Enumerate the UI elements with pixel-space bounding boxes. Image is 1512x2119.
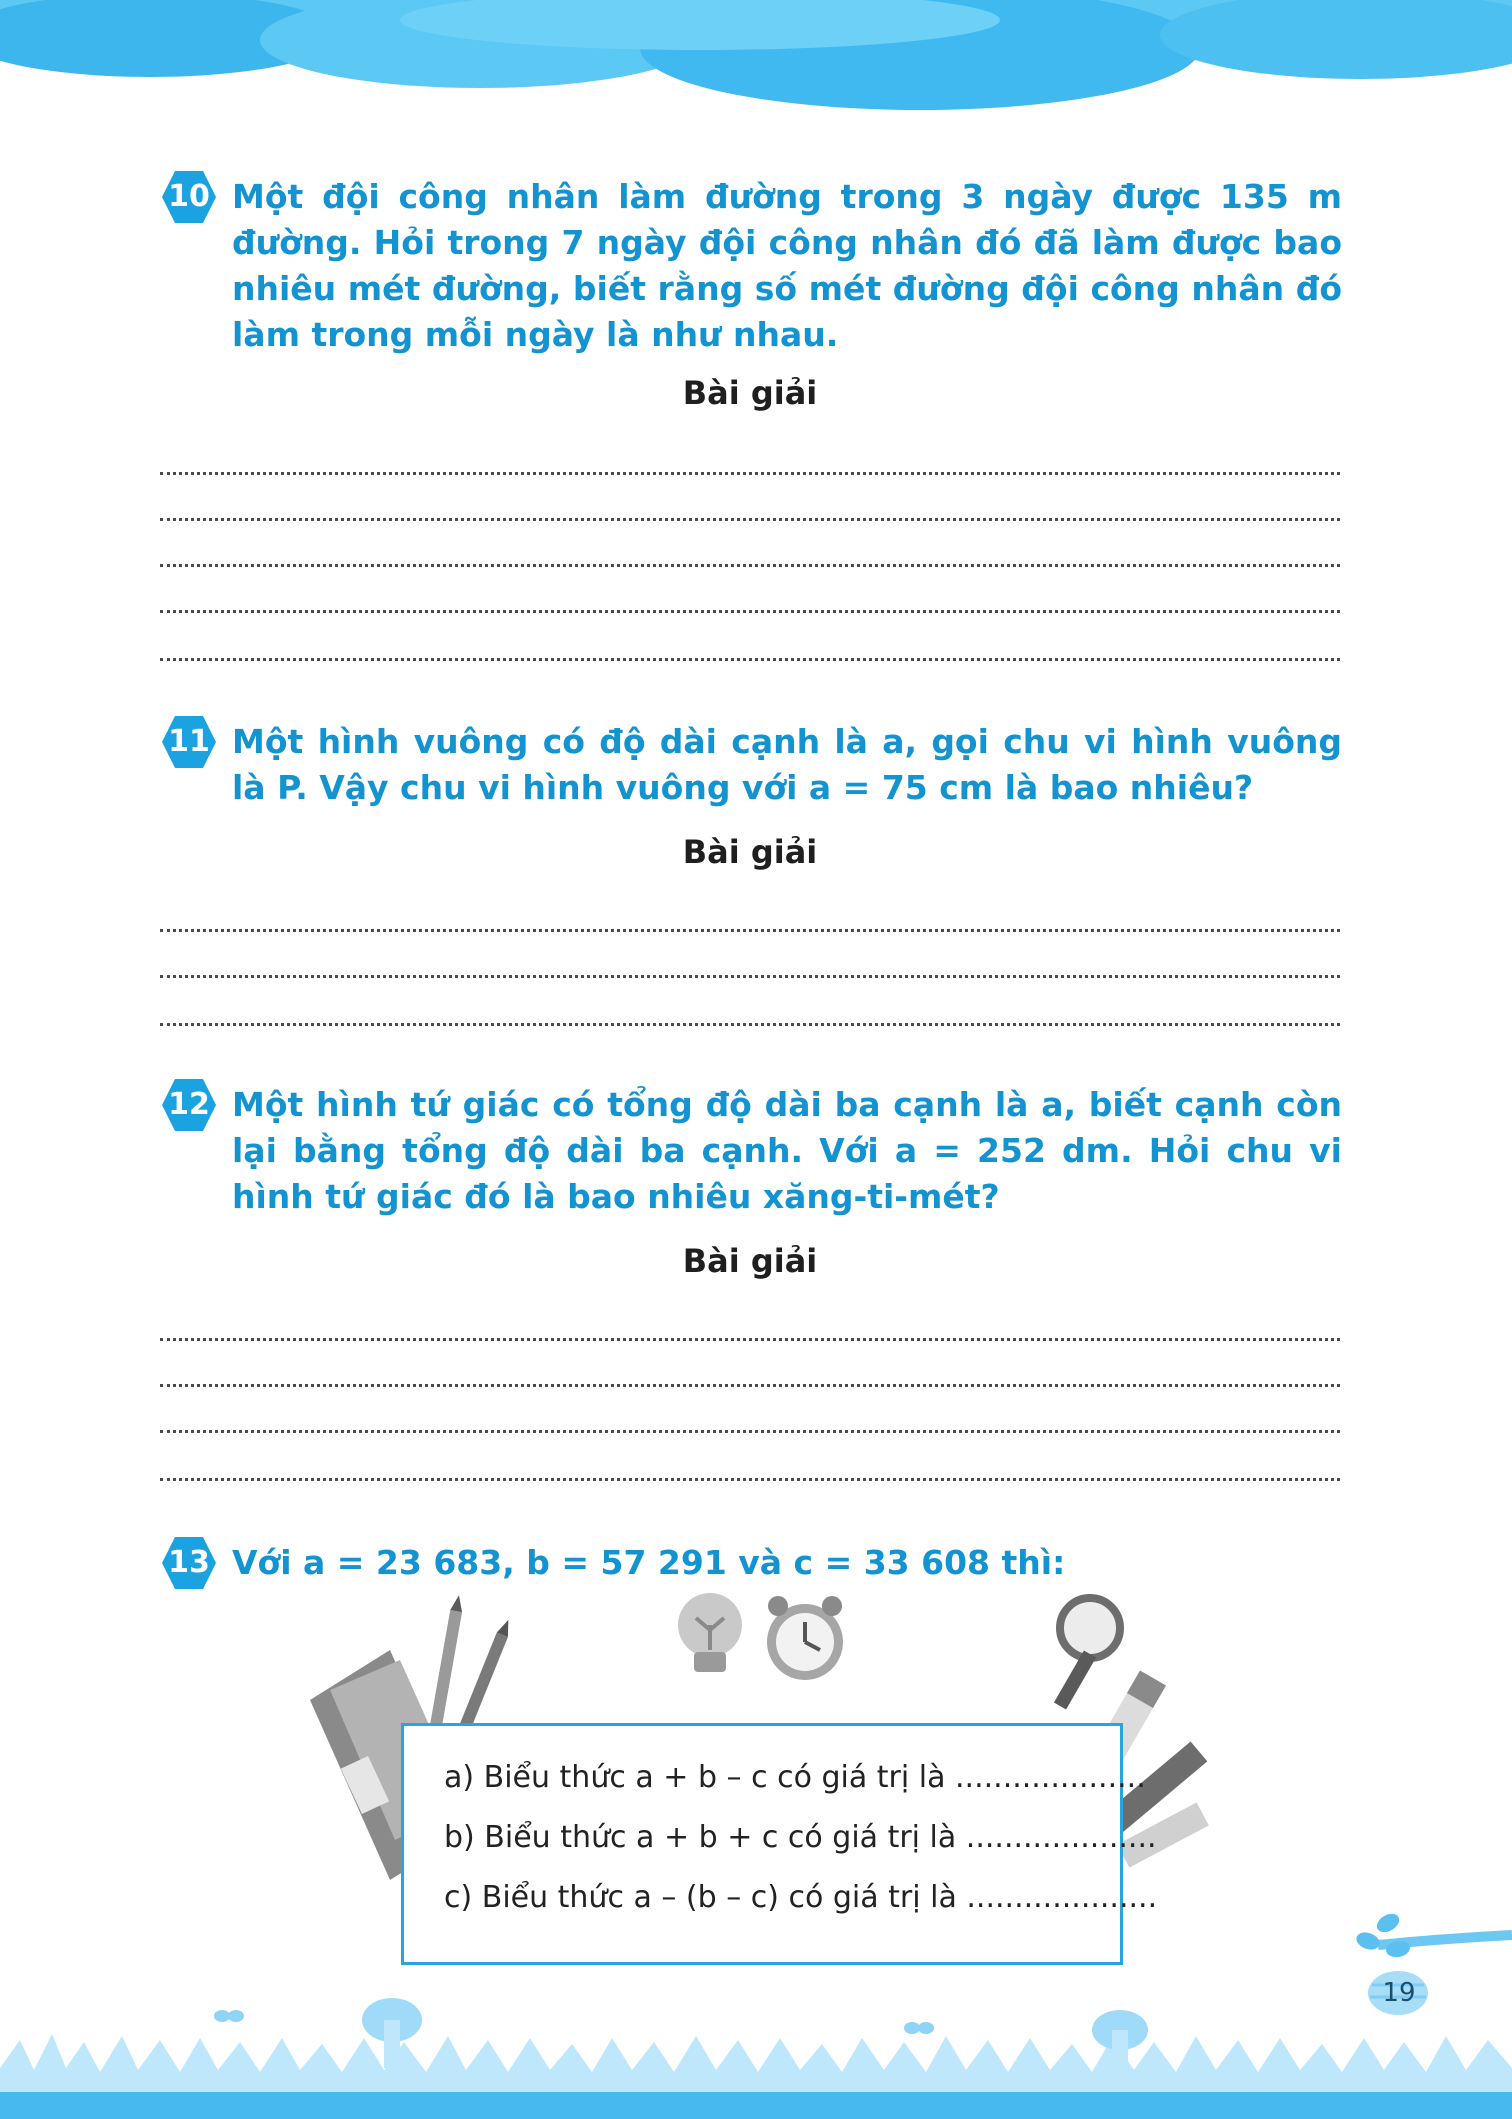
exercise-number-badge: [160, 1076, 218, 1134]
solution-title: Bài giải: [682, 1242, 818, 1280]
answer-line[interactable]: [160, 1384, 1340, 1387]
expression-a: a) Biểu thức a + b – c có giá trị là ....................: [444, 1760, 1146, 1795]
answer-line[interactable]: [160, 1478, 1340, 1481]
expression-box: [401, 1723, 1158, 1965]
exercise-number: 12: [168, 1087, 210, 1122]
question-text: Một hình tứ giác có tổng độ dài ba cạnh là a, biết cạnh còn lại bằng tổng độ dài ba cạnh. Với a = 252 dm. Hỏi chu vi hình tứ giác đó là bao nhiêu xăng-ti-mét?: [232, 1085, 1342, 1216]
alarm-clock-icon: [767, 1596, 843, 1680]
answer-line[interactable]: [160, 472, 1340, 475]
answer-line[interactable]: [160, 975, 1340, 978]
exercise-number: 13: [168, 1545, 210, 1580]
answer-line[interactable]: [160, 564, 1340, 567]
answer-line[interactable]: [160, 518, 1340, 521]
question-text: Một hình vuông có độ dài cạnh là a, gọi chu vi hình vuông là P. Vậy chu vi hình vuông với a = 75 cm là bao nhiêu?: [232, 722, 1342, 807]
magnifier-icon: [1054, 1598, 1120, 1709]
exercise-number-badge: [160, 713, 218, 771]
solution-title: Bài giải: [682, 374, 818, 412]
light-bulb-icon: [678, 1593, 742, 1672]
answer-line[interactable]: [160, 610, 1340, 613]
question-text: Với a = 23 683, b = 57 291 và c = 33 608 thì:: [232, 1543, 1066, 1582]
answer-line[interactable]: [160, 1023, 1340, 1026]
butterfly-icon: [214, 2010, 244, 2022]
exercise-number: 11: [168, 724, 210, 759]
expression-c: c) Biểu thức a – (b – c) có giá trị là ....................: [444, 1880, 1158, 1915]
answer-line[interactable]: [160, 1338, 1340, 1341]
question-text: Một đội công nhân làm đường trong 3 ngày được 135 m đường. Hỏi trong 7 ngày đội công nhân đó đã làm được bao nhiêu mét đường, biết rằng số mét đường đội công nhân đó làm trong mỗi ngày là như nhau.: [232, 177, 1342, 354]
beehive-icon: [1338, 1905, 1512, 2015]
exercise-number: 10: [168, 179, 210, 214]
grass-footer-decoration: [0, 1980, 1512, 2119]
exercise-number-badge: [160, 168, 218, 226]
solution-title: Bài giải: [682, 833, 818, 871]
exercise-number-badge: [160, 1534, 218, 1592]
answer-line[interactable]: [160, 658, 1340, 661]
answer-line[interactable]: [160, 929, 1340, 932]
answer-line[interactable]: [160, 1430, 1340, 1433]
page-number: 19: [1382, 1978, 1416, 2008]
cloud-header-decoration: [0, 0, 1512, 120]
expression-b: b) Biểu thức a + b + c có giá trị là ....................: [444, 1820, 1157, 1855]
butterfly-icon: [904, 2022, 934, 2034]
